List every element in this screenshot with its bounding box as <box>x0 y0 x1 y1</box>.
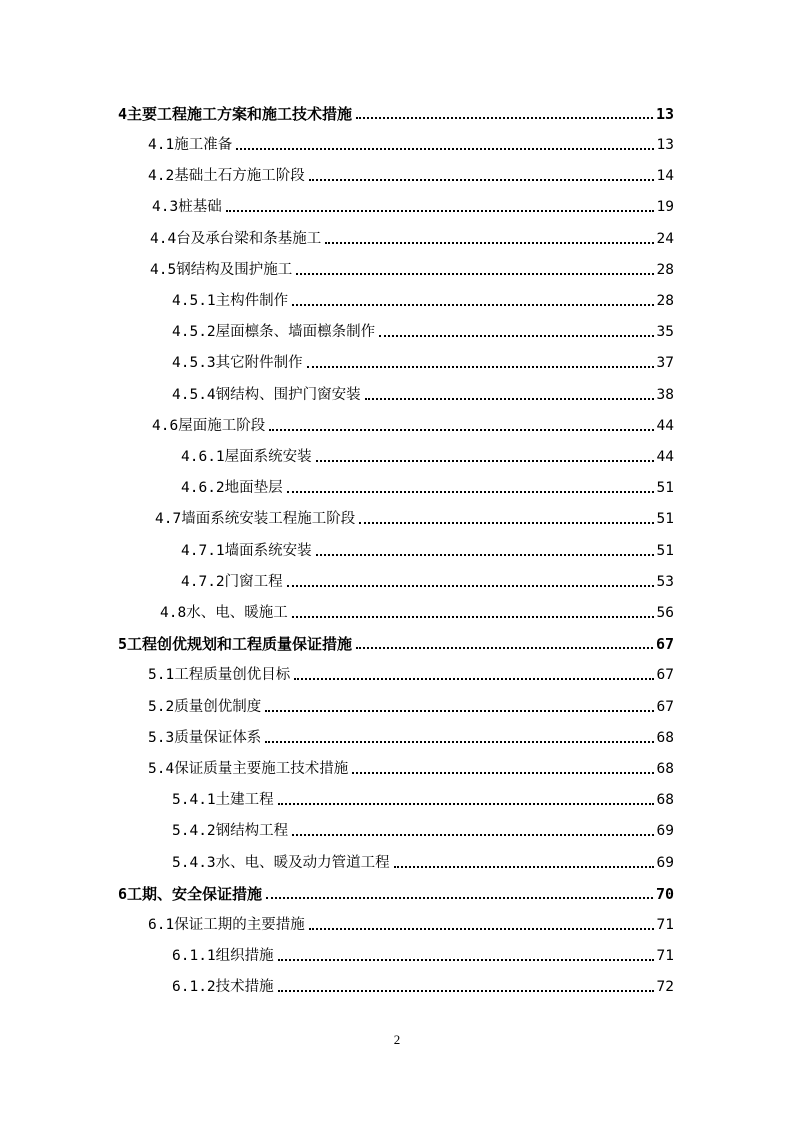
toc-entry-number: 4.1 <box>148 137 175 153</box>
toc-entry-number: 4 <box>118 105 128 123</box>
toc-entry-page: 24 <box>656 231 674 247</box>
toc-entry-4-7-1[interactable] <box>181 537 674 561</box>
toc-entry-page: 67 <box>656 667 674 683</box>
toc-entry-number: 4.5 <box>150 262 177 278</box>
dot-leader <box>278 957 654 961</box>
dot-leader <box>278 988 654 992</box>
dot-leader <box>296 271 653 275</box>
toc-entry-page: 44 <box>656 418 674 434</box>
toc-entry-title: 水、电、暖及动力管道工程 <box>215 855 390 871</box>
toc-entry-number: 6 <box>118 885 128 903</box>
toc-entry-number: 4.6.2 <box>181 480 225 496</box>
toc-entry-title: 主构件制作 <box>215 293 289 309</box>
toc-entry-5-2[interactable] <box>148 693 674 717</box>
toc-entry-page: 14 <box>656 168 674 184</box>
toc-entry-page: 67 <box>655 635 674 653</box>
toc-entry-title: 技术措施 <box>215 979 274 995</box>
toc-entry-number: 4.8 <box>160 605 187 621</box>
toc-entry-title: 墙面系统安装 <box>224 543 312 559</box>
toc-entry-5-3[interactable] <box>148 724 674 748</box>
toc-entry-page: 38 <box>656 387 674 403</box>
toc-entry-title: 保证工期的主要措施 <box>174 917 305 933</box>
toc-entry-page: 19 <box>656 199 674 215</box>
toc-entry-4-3[interactable] <box>152 193 674 217</box>
toc-entry-number: 4.6.1 <box>181 449 225 465</box>
toc-entry-number: 4.6 <box>152 418 179 434</box>
dot-leader <box>352 770 653 774</box>
toc-entry-title: 施工准备 <box>174 137 233 153</box>
toc-entry-4-4[interactable] <box>150 225 674 249</box>
dot-leader <box>309 177 654 181</box>
toc-entry-title: 墙面系统安装工程施工阶段 <box>181 511 356 527</box>
toc-entry-number: 5.2 <box>148 699 175 715</box>
toc-entry-page: 51 <box>656 480 674 496</box>
toc-entry-5-1[interactable] <box>148 661 674 685</box>
toc-entry-4-5[interactable] <box>150 256 674 280</box>
toc-entry-title: 钢结构及围护施工 <box>176 262 293 278</box>
toc-entry-page: 37 <box>656 355 674 371</box>
dot-leader <box>325 240 653 244</box>
toc-entry-title: 屋面施工阶段 <box>178 418 266 434</box>
toc-entry-title: 门窗工程 <box>224 574 283 590</box>
toc-entry-title: 质量创优制度 <box>174 699 262 715</box>
toc-entry-page: 70 <box>655 885 674 903</box>
toc-entry-page: 69 <box>656 855 674 871</box>
toc-entry-title: 台及承台梁和条基施工 <box>176 231 322 247</box>
toc-entry-page: 28 <box>656 293 674 309</box>
toc-entry-page: 71 <box>656 917 674 933</box>
dot-leader <box>316 552 654 556</box>
toc-entry-title: 组织措施 <box>215 948 274 964</box>
toc-entry-page: 56 <box>656 605 674 621</box>
toc-entry-number: 4.5.3 <box>172 355 216 371</box>
toc-entry-number: 4.5.2 <box>172 324 216 340</box>
toc-entry-4-5-4[interactable] <box>172 381 674 405</box>
toc-entry-page: 68 <box>656 792 674 808</box>
page-number: 2 <box>393 1032 401 1047</box>
toc-entry-page: 51 <box>656 511 674 527</box>
dot-leader <box>309 926 654 930</box>
toc-entry-number: 5.4.2 <box>172 823 216 839</box>
toc-entry-title: 基础土石方施工阶段 <box>174 168 305 184</box>
dot-leader <box>292 614 654 618</box>
dot-leader <box>379 333 653 337</box>
toc-entry-4-7-2[interactable] <box>181 568 674 592</box>
dot-leader <box>356 115 653 119</box>
toc-entry-number: 5.4.1 <box>172 792 216 808</box>
dot-leader <box>292 832 653 836</box>
toc-entry-page: 28 <box>656 262 674 278</box>
toc-entry-page: 69 <box>656 823 674 839</box>
toc-entry-4-2[interactable] <box>148 162 674 186</box>
toc-entry-5-4-2[interactable] <box>172 817 674 841</box>
toc-entry-4-5-2[interactable] <box>172 318 674 342</box>
toc-entry-title: 工期、安全保证措施 <box>127 885 263 903</box>
toc-entry-page: 71 <box>656 948 674 964</box>
toc-entry-page: 53 <box>656 574 674 590</box>
toc-entry-6-1-1[interactable] <box>172 942 674 966</box>
toc-entry-page: 35 <box>656 324 674 340</box>
dot-leader <box>265 739 653 743</box>
toc-entry-page: 68 <box>656 730 674 746</box>
toc-entry-number: 4.2 <box>148 168 175 184</box>
toc-entry-4-1[interactable] <box>148 131 674 155</box>
toc-entry-number: 5.4.3 <box>172 855 216 871</box>
toc-entry-title: 钢结构工程 <box>215 823 289 839</box>
toc-entry-title: 钢结构、围护门窗安装 <box>215 387 361 403</box>
toc-entry-4-8[interactable] <box>160 599 674 623</box>
toc-entry-title: 工程质量创优目标 <box>174 667 291 683</box>
toc-entry-title: 工程创优规划和工程质量保证措施 <box>127 635 353 653</box>
toc-entry-number: 4.7.1 <box>181 543 225 559</box>
dot-leader <box>287 489 654 493</box>
dot-leader <box>266 895 653 899</box>
toc-entry-page: 51 <box>656 543 674 559</box>
toc-entry-6[interactable] <box>118 880 674 904</box>
toc-entry-number: 6.1.2 <box>172 979 216 995</box>
toc-entry-number: 5.4 <box>148 761 175 777</box>
toc-entry-6-1-2[interactable] <box>172 973 674 997</box>
toc-entry-number: 4.4 <box>150 231 177 247</box>
toc-entry-page: 13 <box>656 137 674 153</box>
toc-entry-number: 5.3 <box>148 730 175 746</box>
dot-leader <box>294 676 653 680</box>
toc-entry-4-6[interactable] <box>152 412 674 436</box>
toc-entry-4-5-3[interactable] <box>172 349 674 373</box>
toc-entry-number: 4.7.2 <box>181 574 225 590</box>
dot-leader <box>365 396 654 400</box>
dot-leader <box>226 208 654 212</box>
toc-entry-title: 保证质量主要施工技术措施 <box>174 761 349 777</box>
toc-entry-title: 桩基础 <box>178 199 222 215</box>
dot-leader <box>269 427 653 431</box>
toc-entry-page: 44 <box>656 449 674 465</box>
toc-entry-page: 72 <box>656 979 674 995</box>
toc-entry-number: 6.1.1 <box>172 948 216 964</box>
dot-leader <box>316 458 654 462</box>
dot-leader <box>307 364 654 368</box>
toc-entry-number: 4.5.1 <box>172 293 216 309</box>
dot-leader <box>287 583 654 587</box>
toc-entry-title: 质量保证体系 <box>174 730 262 746</box>
toc-entry-title: 主要工程施工方案和施工技术措施 <box>127 105 353 123</box>
toc-entry-5-4-1[interactable] <box>172 786 674 810</box>
toc-entry-5-4[interactable] <box>148 755 674 779</box>
toc-entry-title: 土建工程 <box>215 792 274 808</box>
toc-entry-number: 6.1 <box>148 917 175 933</box>
toc-entry-5-4-3[interactable] <box>172 849 674 873</box>
dot-leader <box>278 801 654 805</box>
toc-entry-5[interactable] <box>118 630 674 654</box>
toc-entry-6-1[interactable] <box>148 911 674 935</box>
toc-entry-4[interactable] <box>118 100 674 124</box>
toc-entry-number: 5.1 <box>148 667 175 683</box>
toc-entry-number: 5 <box>118 635 128 653</box>
toc-entry-number: 4.7 <box>155 511 182 527</box>
dot-leader <box>394 864 654 868</box>
toc-entry-page: 67 <box>656 699 674 715</box>
toc-entry-4-5-1[interactable] <box>172 287 674 311</box>
toc-entry-page: 68 <box>656 761 674 777</box>
dot-leader <box>292 302 653 306</box>
toc-entry-title: 屋面檩条、墙面檩条制作 <box>215 324 376 340</box>
toc-entry-number: 4.5.4 <box>172 387 216 403</box>
dot-leader <box>236 146 653 150</box>
toc-entry-title: 其它附件制作 <box>215 355 303 371</box>
toc-entry-title: 屋面系统安装 <box>224 449 312 465</box>
toc-entry-title: 地面垫层 <box>224 480 283 496</box>
dot-leader <box>265 708 653 712</box>
dot-leader <box>359 520 653 524</box>
toc-entry-4-7[interactable] <box>155 505 674 529</box>
dot-leader <box>356 645 653 649</box>
toc-entry-4-6-2[interactable] <box>181 474 674 498</box>
toc-entry-page: 13 <box>655 105 674 123</box>
toc-entry-number: 4.3 <box>152 199 179 215</box>
toc-entry-title: 水、电、暖施工 <box>186 605 288 621</box>
toc-entry-4-6-1[interactable] <box>181 443 674 467</box>
